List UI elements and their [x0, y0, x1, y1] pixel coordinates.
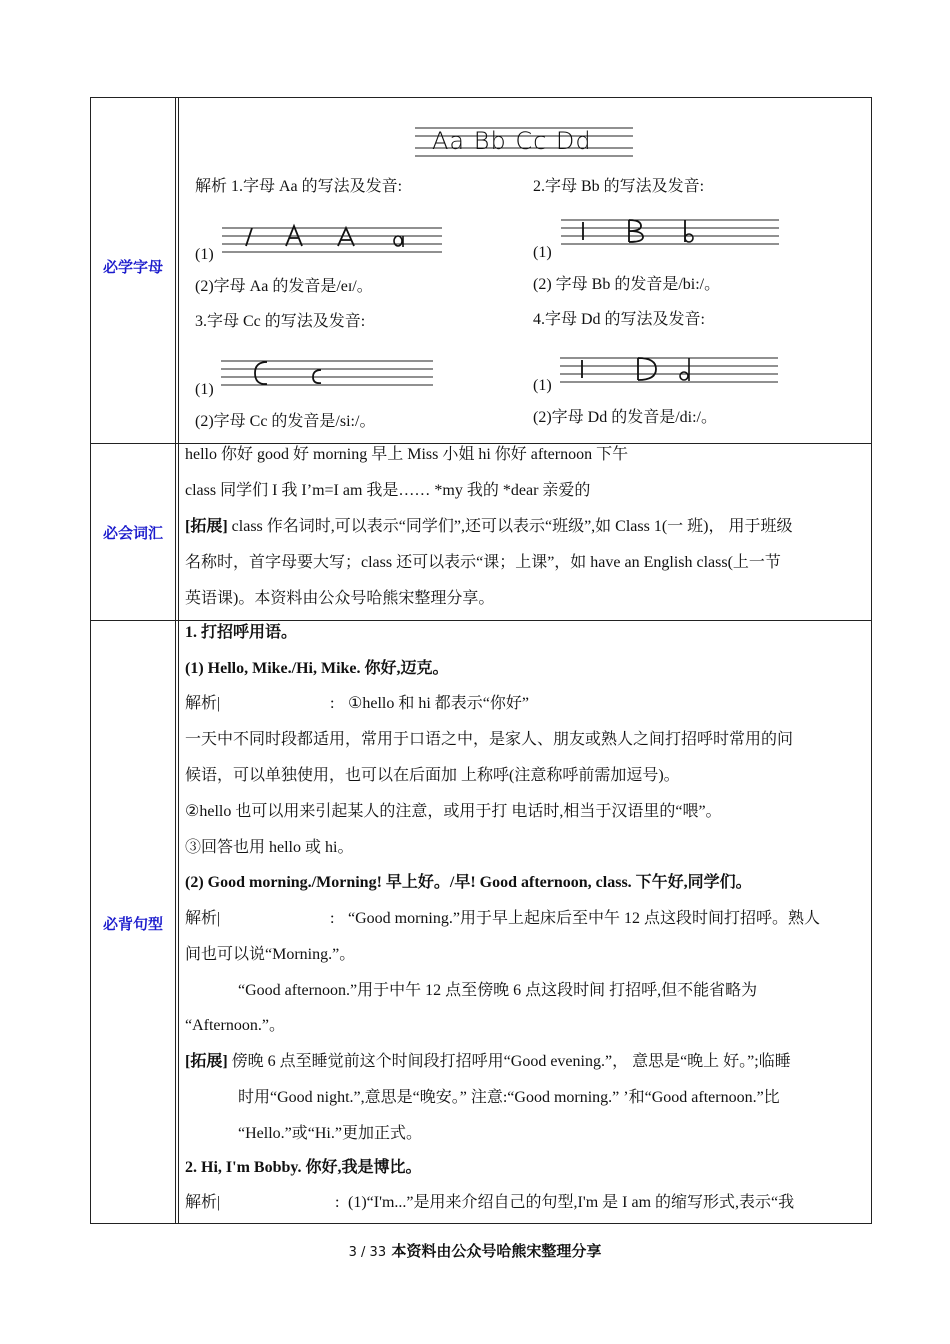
letter-d-pronunciation: (2)字母 Dd 的发音是/di:/。: [533, 409, 717, 426]
analysis-text-3: 候语，可以单独使用，也可以在后面加 上称呼(注意称呼前需加逗号)。: [185, 767, 680, 784]
letter-a-writing-staff: [222, 222, 444, 256]
letter-b-writing-staff: [561, 212, 783, 252]
sentence-1-2: (2) Good morning./Morning! 早上好。/早! Good afternoon, class. 下午好,同学们。: [185, 874, 752, 891]
vocab-extension-line-2: 名称时，首字母要大写；class 还可以表示“课；上课”，如 have an English class(上一节: [185, 554, 781, 571]
analysis-label: 解析|: [185, 910, 221, 927]
letter-d-writing-staff: [560, 348, 782, 388]
letter-c-title: 3.字母 Cc 的写法及发音:: [195, 313, 366, 330]
letter-d-step-number: (1): [533, 377, 552, 394]
row-divider: [91, 443, 871, 444]
extension-tag: [拓展]: [185, 518, 228, 535]
sentence-heading-2: 2. Hi, I'm Bobby. 你好,我是博比。: [185, 1159, 422, 1176]
analysis-text-6: “Good morning.”用于早上起床后至中午 12 点这段时间打招呼。熟人: [348, 910, 820, 927]
letter-d-title: 4.字母 Dd 的写法及发音:: [533, 311, 706, 328]
row-label-vocab: 必会词汇: [102, 524, 163, 542]
vocab-line-2: class 同学们 I 我 I’m=I am 我是…… *my 我的 *dear 亲爱的: [185, 482, 591, 499]
letter-a-step-number: (1): [195, 246, 214, 263]
column-divider: [175, 98, 176, 1223]
footer-text: 本资料由公众号哈熊宋整理分享: [386, 1242, 602, 1260]
analysis-text-5: ③回答也用 hello 或 hi。: [185, 839, 354, 856]
analysis-text-9: “Afternoon.”。: [185, 1017, 285, 1034]
letter-a-title: 解析 1.字母 Aa 的写法及发音:: [195, 178, 403, 195]
sentence-heading-1: 1. 打招呼用语。: [185, 624, 298, 641]
row-label-letters: 必学字母: [102, 258, 163, 276]
letter-a-pronunciation: (2)字母 Aa 的发音是/eɪ/。: [195, 278, 373, 295]
page-footer: [0, 1240, 950, 1261]
letter-b-pronunciation: (2) 字母 Bb 的发音是/bi:/。: [533, 276, 721, 293]
row-label-sentences: 必背句型: [102, 915, 163, 933]
letters-heading: Aa Bb Cc Dd: [432, 127, 592, 155]
sentence-extension-line-1: [185, 1052, 791, 1072]
column-divider-inner: [178, 98, 179, 1223]
vocab-extension-text: class 作名词时,可以表示“同学们”,还可以表示“班级”,如 Class 1(一 班)， 用于班级: [227, 518, 793, 535]
analysis-colon: :: [330, 695, 335, 712]
extension-tag: [拓展]: [185, 1053, 228, 1070]
analysis-colon: :: [330, 910, 335, 927]
sentence-extension-line-3: “Hello.”或“Hi.”更加正式。: [238, 1125, 422, 1142]
sentence-extension-text: 傍晚 6 点至睡觉前这个时间段打招呼用“Good evening.”， 意思是“晚上 好。”;临睡: [227, 1053, 791, 1070]
vocab-line-1: hello 你好 good 好 morning 早上 Miss 小姐 hi 你好 afternoon 下午: [185, 446, 629, 463]
vocab-extension-line-3: 英语课)。本资料由公众号哈熊宋整理分享。: [185, 590, 495, 607]
vocab-extension-line-1: [185, 517, 793, 537]
analysis-text-2: 一天中不同时段都适用，常用于口语之中，是家人、朋友或熟人之间打招呼时常用的问: [185, 731, 794, 748]
sentence-extension-line-2: 时用“Good night.”,意思是“晚安。” 注意:“Good morning.” ’和“Good afternoon.”比: [238, 1089, 780, 1106]
page-number: 3 / 33: [348, 1245, 387, 1260]
sentence-1-1: (1) Hello, Mike./Hi, Mike. 你好,迈克。: [185, 660, 449, 677]
analysis-text-4: ②hello 也可以用来引起某人的注意，或用于打 电话时,相当于汉语里的“喂”。: [185, 803, 722, 820]
analysis-text-1: ①hello 和 hi 都表示“你好”: [348, 695, 529, 712]
letter-c-pronunciation: (2)字母 Cc 的发音是/si:/。: [195, 413, 376, 430]
analysis-text-7: 间也可以说“Morning.”。: [185, 946, 356, 963]
analysis-text-8: “Good afternoon.”用于中午 12 点至傍晚 6 点这段时间 打招呼,但不能省略为: [238, 982, 758, 999]
letter-b-step-number: (1): [533, 244, 552, 261]
row-divider: [91, 620, 871, 621]
analysis-label: 解析|: [185, 1194, 221, 1211]
letter-c-step-number: (1): [195, 381, 214, 398]
analysis-colon: :: [335, 1194, 340, 1211]
analysis-text-10: (1)“I'm...”是用来介绍自己的句型,I'm 是 I am 的缩写形式,表示“我: [348, 1194, 795, 1211]
letter-c-writing-staff: [221, 354, 435, 390]
letter-b-title: 2.字母 Bb 的写法及发音:: [533, 178, 705, 195]
analysis-label: 解析|: [185, 695, 221, 712]
